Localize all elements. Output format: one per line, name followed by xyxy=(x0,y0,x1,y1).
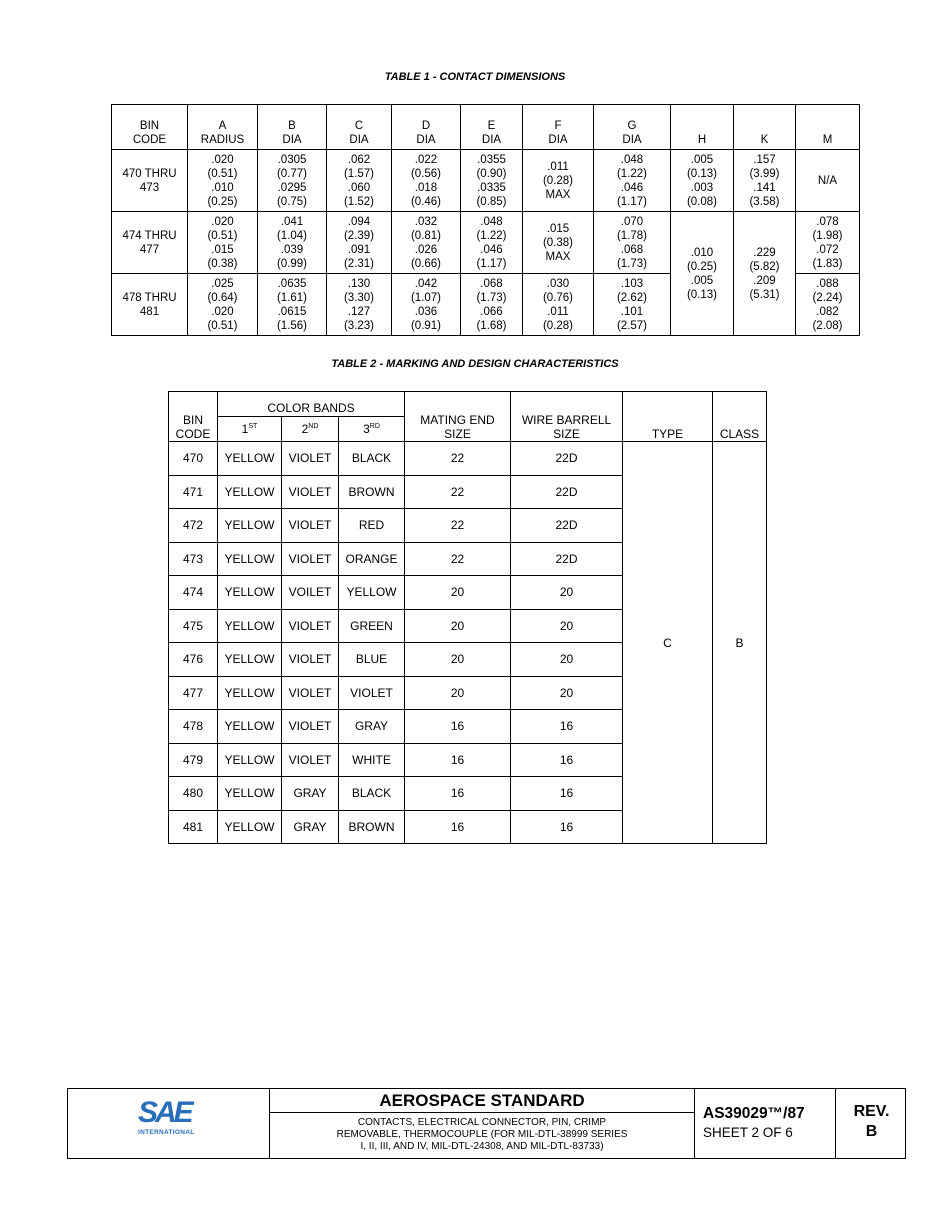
cell-a xyxy=(188,274,258,336)
cell-band-3rd: YELLOW xyxy=(339,576,405,610)
header-h xyxy=(671,105,734,150)
header-bin-code-lines xyxy=(169,413,217,441)
cell-m xyxy=(796,212,860,274)
header-band-2nd: 2ND xyxy=(282,417,339,442)
cell-h-value: .005 (0.13) .003 (0.08) xyxy=(686,153,718,208)
cell-a-value: .020 (0.51) .015 (0.38) xyxy=(207,215,238,270)
cell-band-3rd: WHITE xyxy=(339,743,405,777)
header-class: CLASS xyxy=(713,392,767,442)
cell-band-1st: YELLOW xyxy=(218,777,282,811)
cell-h-value: .010 (0.25) .005 (0.13) xyxy=(686,246,718,301)
cell-g-value: .103 (2.62) .101 (2.57) xyxy=(616,277,648,332)
cell-bin-code: 473 xyxy=(169,542,218,576)
cell-band-2nd: VIOLET xyxy=(282,442,339,476)
cell-band-1st: YELLOW xyxy=(218,509,282,543)
header-band-3rd: 3RD xyxy=(339,417,405,442)
table1-row xyxy=(112,150,860,212)
cell-a-value: .025 (0.64) .020 (0.51) xyxy=(207,277,238,332)
cell-g xyxy=(594,212,671,274)
cell-e xyxy=(461,274,523,336)
cell-f-value: .011 (0.28) MAX xyxy=(542,160,574,201)
cell-k xyxy=(734,212,796,336)
cell-band-2nd: GRAY xyxy=(282,777,339,811)
rev-value: B xyxy=(865,1123,878,1140)
header-text: BIN CODE xyxy=(132,120,167,146)
cell-wire-barrell-size: 20 xyxy=(511,576,623,610)
cell-f-value: .015 (0.38) MAX xyxy=(542,222,574,263)
cell-e-value: .068 (1.73) .066 (1.68) xyxy=(476,277,507,332)
cell-band-3rd: VIOLET xyxy=(339,676,405,710)
header-color-bands: COLOR BANDS xyxy=(218,392,405,417)
wire-text: WIRE BARRELL SIZE xyxy=(521,413,612,441)
cell-c-value: .094 (2.39) .091 (2.31) xyxy=(343,215,375,270)
logo-text: SAE xyxy=(138,1096,191,1129)
cell-mating-end-size: 16 xyxy=(405,743,511,777)
header-text: B DIA xyxy=(282,120,302,146)
cell-wire-barrell-size: 16 xyxy=(511,810,623,844)
marking-design-table xyxy=(168,391,767,844)
cell-band-3rd: RED xyxy=(339,509,405,543)
cell-mating-end-size: 22 xyxy=(405,442,511,476)
cell-mating-end-size: 20 xyxy=(405,609,511,643)
cell-bin-code: 476 xyxy=(169,643,218,677)
table2-title: TABLE 2 - MARKING AND DESIGN CHARACTERISTICS xyxy=(331,358,619,370)
cell-f-value: .030 (0.76) .011 (0.28) xyxy=(542,277,574,332)
cell-band-1st: YELLOW xyxy=(218,576,282,610)
header-text: M xyxy=(822,134,833,146)
cell-wire-barrell-size: 22D xyxy=(511,509,623,543)
header-text: D DIA xyxy=(416,120,436,146)
header-b-dia xyxy=(258,105,327,150)
title-block xyxy=(67,1088,906,1159)
cell-m-value: .078 (1.98) .072 (1.83) xyxy=(812,215,843,270)
header-g-dia xyxy=(594,105,671,150)
cell-mating-end-size: 16 xyxy=(405,810,511,844)
cell-wire-barrell-size: 22D xyxy=(511,475,623,509)
cell-band-3rd: BLACK xyxy=(339,442,405,476)
cell-bin xyxy=(112,274,188,336)
cell-class: B xyxy=(713,442,767,844)
cell-mating-end-size: 20 xyxy=(405,643,511,677)
cell-m-value: .088 (2.24) .082 (2.08) xyxy=(812,277,843,332)
cell-wire-barrell-size: 22D xyxy=(511,442,623,476)
cell-b xyxy=(258,212,327,274)
cell-band-2nd: VIOLET xyxy=(282,676,339,710)
cell-k xyxy=(734,150,796,212)
cell-k-value: .229 (5.82) .209 (5.31) xyxy=(749,246,780,301)
cell-d xyxy=(392,274,461,336)
table1-header-row xyxy=(112,105,860,150)
table1-row xyxy=(112,212,860,274)
header-e-dia xyxy=(461,105,523,150)
cell-bin-code: 472 xyxy=(169,509,218,543)
header-text: K xyxy=(760,134,769,146)
cell-d-value: .032 (0.81) .026 (0.66) xyxy=(410,215,442,270)
cell-wire-barrell-size: 16 xyxy=(511,710,623,744)
title-cell xyxy=(270,1089,695,1158)
cell-band-2nd: VOILET xyxy=(282,576,339,610)
cell-bin xyxy=(112,150,188,212)
header-type: TYPE xyxy=(623,392,713,442)
cell-type: C xyxy=(623,442,713,844)
cell-g-value: .070 (1.78) .068 (1.73) xyxy=(616,215,648,270)
header-f-dia xyxy=(523,105,594,150)
cell-g xyxy=(594,150,671,212)
cell-band-2nd: VIOLET xyxy=(282,509,339,543)
cell-f xyxy=(523,274,594,336)
cell-c xyxy=(327,150,392,212)
rev-label: REV. xyxy=(853,1103,890,1120)
standard-description: CONTACTS, ELECTRICAL CONNECTOR, PIN, CRIMP REMOVABLE, THERMOCOUPLE (FOR MIL-DTL-38999 SERIES I, II, III, AND IV, MIL-DTL-24308, AND MIL-DTL-83733) xyxy=(336,1117,628,1152)
cell-e xyxy=(461,212,523,274)
cell-band-2nd: GRAY xyxy=(282,810,339,844)
cell-band-1st: YELLOW xyxy=(218,442,282,476)
cell-d-value: .042 (1.07) .036 (0.91) xyxy=(410,277,442,332)
cell-bin-code: 474 xyxy=(169,576,218,610)
cell-bin-code: 475 xyxy=(169,609,218,643)
table-row xyxy=(169,442,767,476)
revision-cell xyxy=(836,1089,907,1158)
cell-mating-end-size: 22 xyxy=(405,509,511,543)
cell-band-1st: YELLOW xyxy=(218,743,282,777)
doc-number: AS39029™/87 xyxy=(703,1105,805,1122)
contact-dimensions-table xyxy=(111,104,860,336)
cell-bin-code: 477 xyxy=(169,676,218,710)
cell-band-3rd: GRAY xyxy=(339,710,405,744)
cell-b-value: .041 (1.04) .039 (0.99) xyxy=(276,215,308,270)
cell-band-3rd: BLACK xyxy=(339,777,405,811)
cell-e-value: .0355 (0.90) .0335 (0.85) xyxy=(476,153,507,208)
cell-band-2nd: VIOLET xyxy=(282,710,339,744)
cell-wire-barrell-size: 22D xyxy=(511,542,623,576)
header-text: H xyxy=(697,134,707,146)
cell-d xyxy=(392,150,461,212)
bin-code-text: BIN CODE xyxy=(175,413,211,441)
cell-band-2nd: VIOLET xyxy=(282,609,339,643)
header-text: F DIA xyxy=(548,120,568,146)
cell-a xyxy=(188,150,258,212)
cell-bin-code: 481 xyxy=(169,810,218,844)
cell-g xyxy=(594,274,671,336)
cell-bin-code: 471 xyxy=(169,475,218,509)
cell-band-1st: YELLOW xyxy=(218,643,282,677)
cell-b xyxy=(258,274,327,336)
header-text: C DIA xyxy=(349,120,369,146)
cell-band-2nd: VIOLET xyxy=(282,743,339,777)
cell-a-value: .020 (0.51) .010 (0.25) xyxy=(207,153,238,208)
cell-bin-value: 478 THRU 481 xyxy=(122,291,177,318)
cell-band-1st: YELLOW xyxy=(218,810,282,844)
cell-c-value: .130 (3.30) .127 (3.23) xyxy=(343,277,375,332)
cell-band-1st: YELLOW xyxy=(218,475,282,509)
cell-f xyxy=(523,150,594,212)
cell-band-3rd: BLUE xyxy=(339,643,405,677)
logo-cell xyxy=(68,1089,270,1158)
header-c-dia xyxy=(327,105,392,150)
cell-wire-barrell-size: 20 xyxy=(511,676,623,710)
cell-f xyxy=(523,212,594,274)
cell-band-3rd: GREEN xyxy=(339,609,405,643)
header-k xyxy=(734,105,796,150)
cell-band-3rd: BROWN xyxy=(339,810,405,844)
cell-e xyxy=(461,150,523,212)
header-text: G DIA xyxy=(622,120,642,146)
cell-band-2nd: VIOLET xyxy=(282,475,339,509)
sae-logo xyxy=(138,1098,200,1136)
header-band-1st: 1ST xyxy=(218,417,282,442)
cell-m-value: N/A xyxy=(817,174,838,187)
cell-band-3rd: BROWN xyxy=(339,475,405,509)
cell-c-value: .062 (1.57) .060 (1.52) xyxy=(343,153,375,208)
cell-band-2nd: VIOLET xyxy=(282,542,339,576)
cell-wire-barrell-size: 16 xyxy=(511,777,623,811)
cell-band-1st: YELLOW xyxy=(218,710,282,744)
cell-mating-end-size: 16 xyxy=(405,710,511,744)
cell-bin-code: 478 xyxy=(169,710,218,744)
cell-bin-value: 470 THRU 473 xyxy=(122,167,177,194)
cell-c xyxy=(327,212,392,274)
header-m xyxy=(796,105,860,150)
cell-band-1st: YELLOW xyxy=(218,676,282,710)
cell-b-value: .0635 (1.61) .0615 (1.56) xyxy=(276,277,308,332)
cell-h xyxy=(671,150,734,212)
cell-k-value: .157 (3.99) .141 (3.58) xyxy=(749,153,780,208)
cell-mating-end-size: 16 xyxy=(405,777,511,811)
logo-subtext: INTERNATIONAL xyxy=(138,1129,195,1136)
cell-b-value: .0305 (0.77) .0295 (0.75) xyxy=(276,153,308,208)
cell-band-1st: YELLOW xyxy=(218,609,282,643)
cell-e-value: .048 (1.22) .046 (1.17) xyxy=(476,215,507,270)
header-mating-end-size xyxy=(405,392,511,442)
cell-bin-code: 479 xyxy=(169,743,218,777)
cell-bin-code: 470 xyxy=(169,442,218,476)
cell-mating-end-size: 20 xyxy=(405,676,511,710)
header-text: E DIA xyxy=(481,120,502,146)
cell-d xyxy=(392,212,461,274)
mating-text: MATING END SIZE xyxy=(420,413,495,441)
cell-m xyxy=(796,274,860,336)
sheet-number: SHEET 2 OF 6 xyxy=(703,1125,793,1140)
cell-bin-value: 474 THRU 477 xyxy=(122,229,177,256)
cell-h xyxy=(671,212,734,336)
cell-b xyxy=(258,150,327,212)
cell-wire-barrell-size: 16 xyxy=(511,743,623,777)
cell-bin-code: 480 xyxy=(169,777,218,811)
header-wire-barrell-size xyxy=(511,392,623,442)
cell-wire-barrell-size: 20 xyxy=(511,643,623,677)
doc-number-cell xyxy=(695,1089,836,1158)
header-text: A RADIUS xyxy=(200,120,245,146)
table1-title: TABLE 1 - CONTACT DIMENSIONS xyxy=(384,71,566,83)
cell-wire-barrell-size: 20 xyxy=(511,609,623,643)
cell-band-3rd: ORANGE xyxy=(339,542,405,576)
cell-c xyxy=(327,274,392,336)
cell-band-2nd: VIOLET xyxy=(282,643,339,677)
header-d-dia xyxy=(392,105,461,150)
cell-a xyxy=(188,212,258,274)
cell-mating-end-size: 22 xyxy=(405,475,511,509)
cell-bin xyxy=(112,212,188,274)
cell-d-value: .022 (0.56) .018 (0.46) xyxy=(410,153,442,208)
cell-g-value: .048 (1.22) .046 (1.17) xyxy=(616,153,648,208)
cell-band-1st: YELLOW xyxy=(218,542,282,576)
header-bin-code xyxy=(169,392,218,442)
cell-mating-end-size: 22 xyxy=(405,542,511,576)
standard-title: AEROSPACE STANDARD xyxy=(270,1089,694,1113)
header-a-radius xyxy=(188,105,258,150)
header-bin-code xyxy=(112,105,188,150)
cell-m xyxy=(796,150,860,212)
cell-mating-end-size: 20 xyxy=(405,576,511,610)
